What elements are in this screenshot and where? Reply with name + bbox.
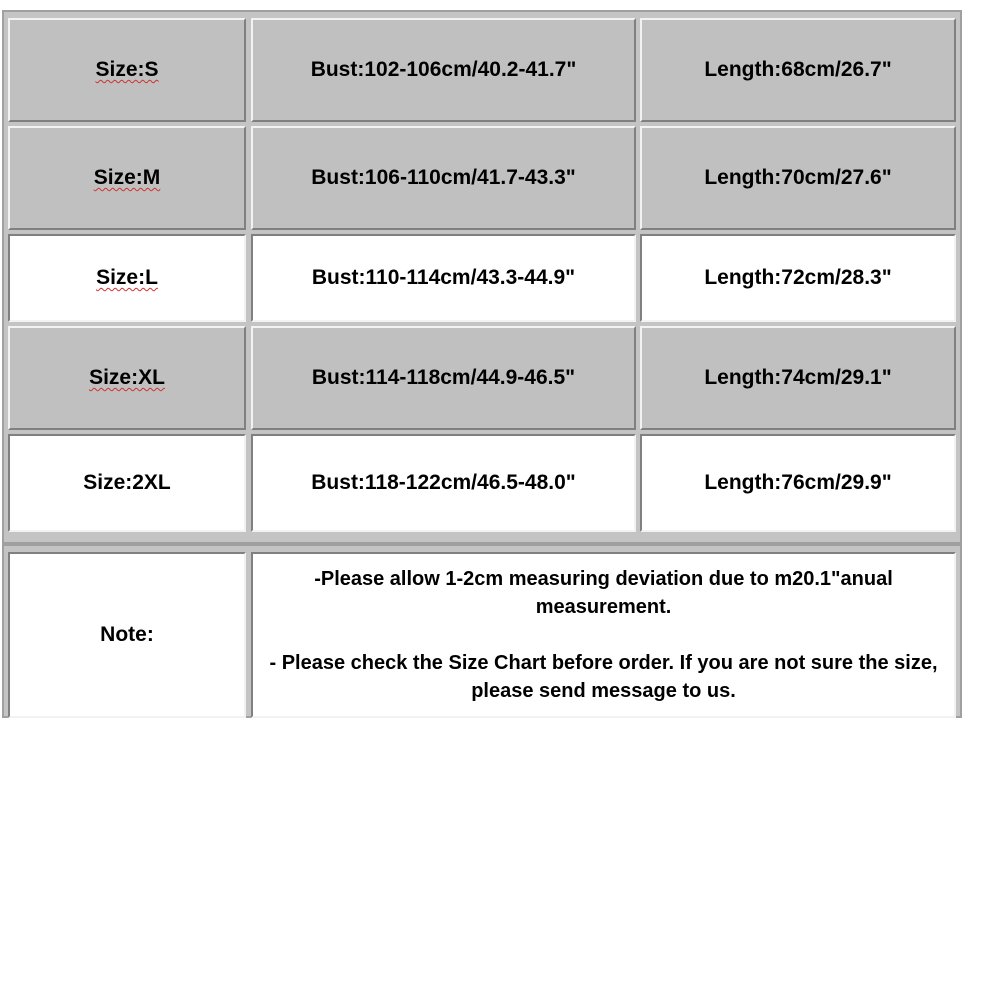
size-label: Size:2XL [83,471,171,494]
bust-value: Bust:110-114cm/43.3-44.9" [311,266,576,289]
bust-cell-m [251,126,636,230]
size-cell-m [8,126,246,230]
length-cell-2xl [640,434,956,532]
length-cell-l [640,234,956,322]
size-cell-2xl [8,434,246,532]
size-label: Size:S [95,58,159,81]
length-value: Length:72cm/28.3" [704,266,892,289]
length-value: Length:76cm/29.9" [704,471,892,494]
bust-cell-s [251,18,636,122]
bust-cell-l [251,234,636,322]
bust-value: Bust:106-110cm/41.7-43.3" [311,166,576,189]
note-text-cell [251,552,956,718]
note-line-2: - Please check the Size Chart before order. If you are not sure the size, please send message to us. [269,652,938,702]
bust-value: Bust:118-122cm/46.5-48.0" [311,471,576,494]
size-label: Size:L [96,266,158,289]
bust-value: Bust:114-118cm/44.9-46.5" [311,366,576,389]
size-cell-l [8,234,246,322]
bust-cell-xl [251,326,636,430]
size-chart-table [2,10,962,718]
size-cell-xl [8,326,246,430]
note-panel [4,546,960,716]
size-label: Size:M [93,166,161,189]
size-rows-panel [4,12,960,542]
bust-value: Bust:102-106cm/40.2-41.7" [310,58,577,81]
length-value: Length:74cm/29.1" [704,366,892,389]
length-cell-m [640,126,956,230]
length-value: Length:68cm/26.7" [704,58,892,81]
bust-cell-2xl [251,434,636,532]
note-line-1: -Please allow 1-2cm measuring deviation due to m20.1"anual measurement. [314,568,893,618]
size-label: Size:XL [89,366,165,389]
size-cell-s [8,18,246,122]
length-value: Length:70cm/27.6" [704,166,892,189]
note-label: Note: [100,623,154,646]
length-cell-s [640,18,956,122]
note-label-cell [8,552,246,718]
length-cell-xl [640,326,956,430]
